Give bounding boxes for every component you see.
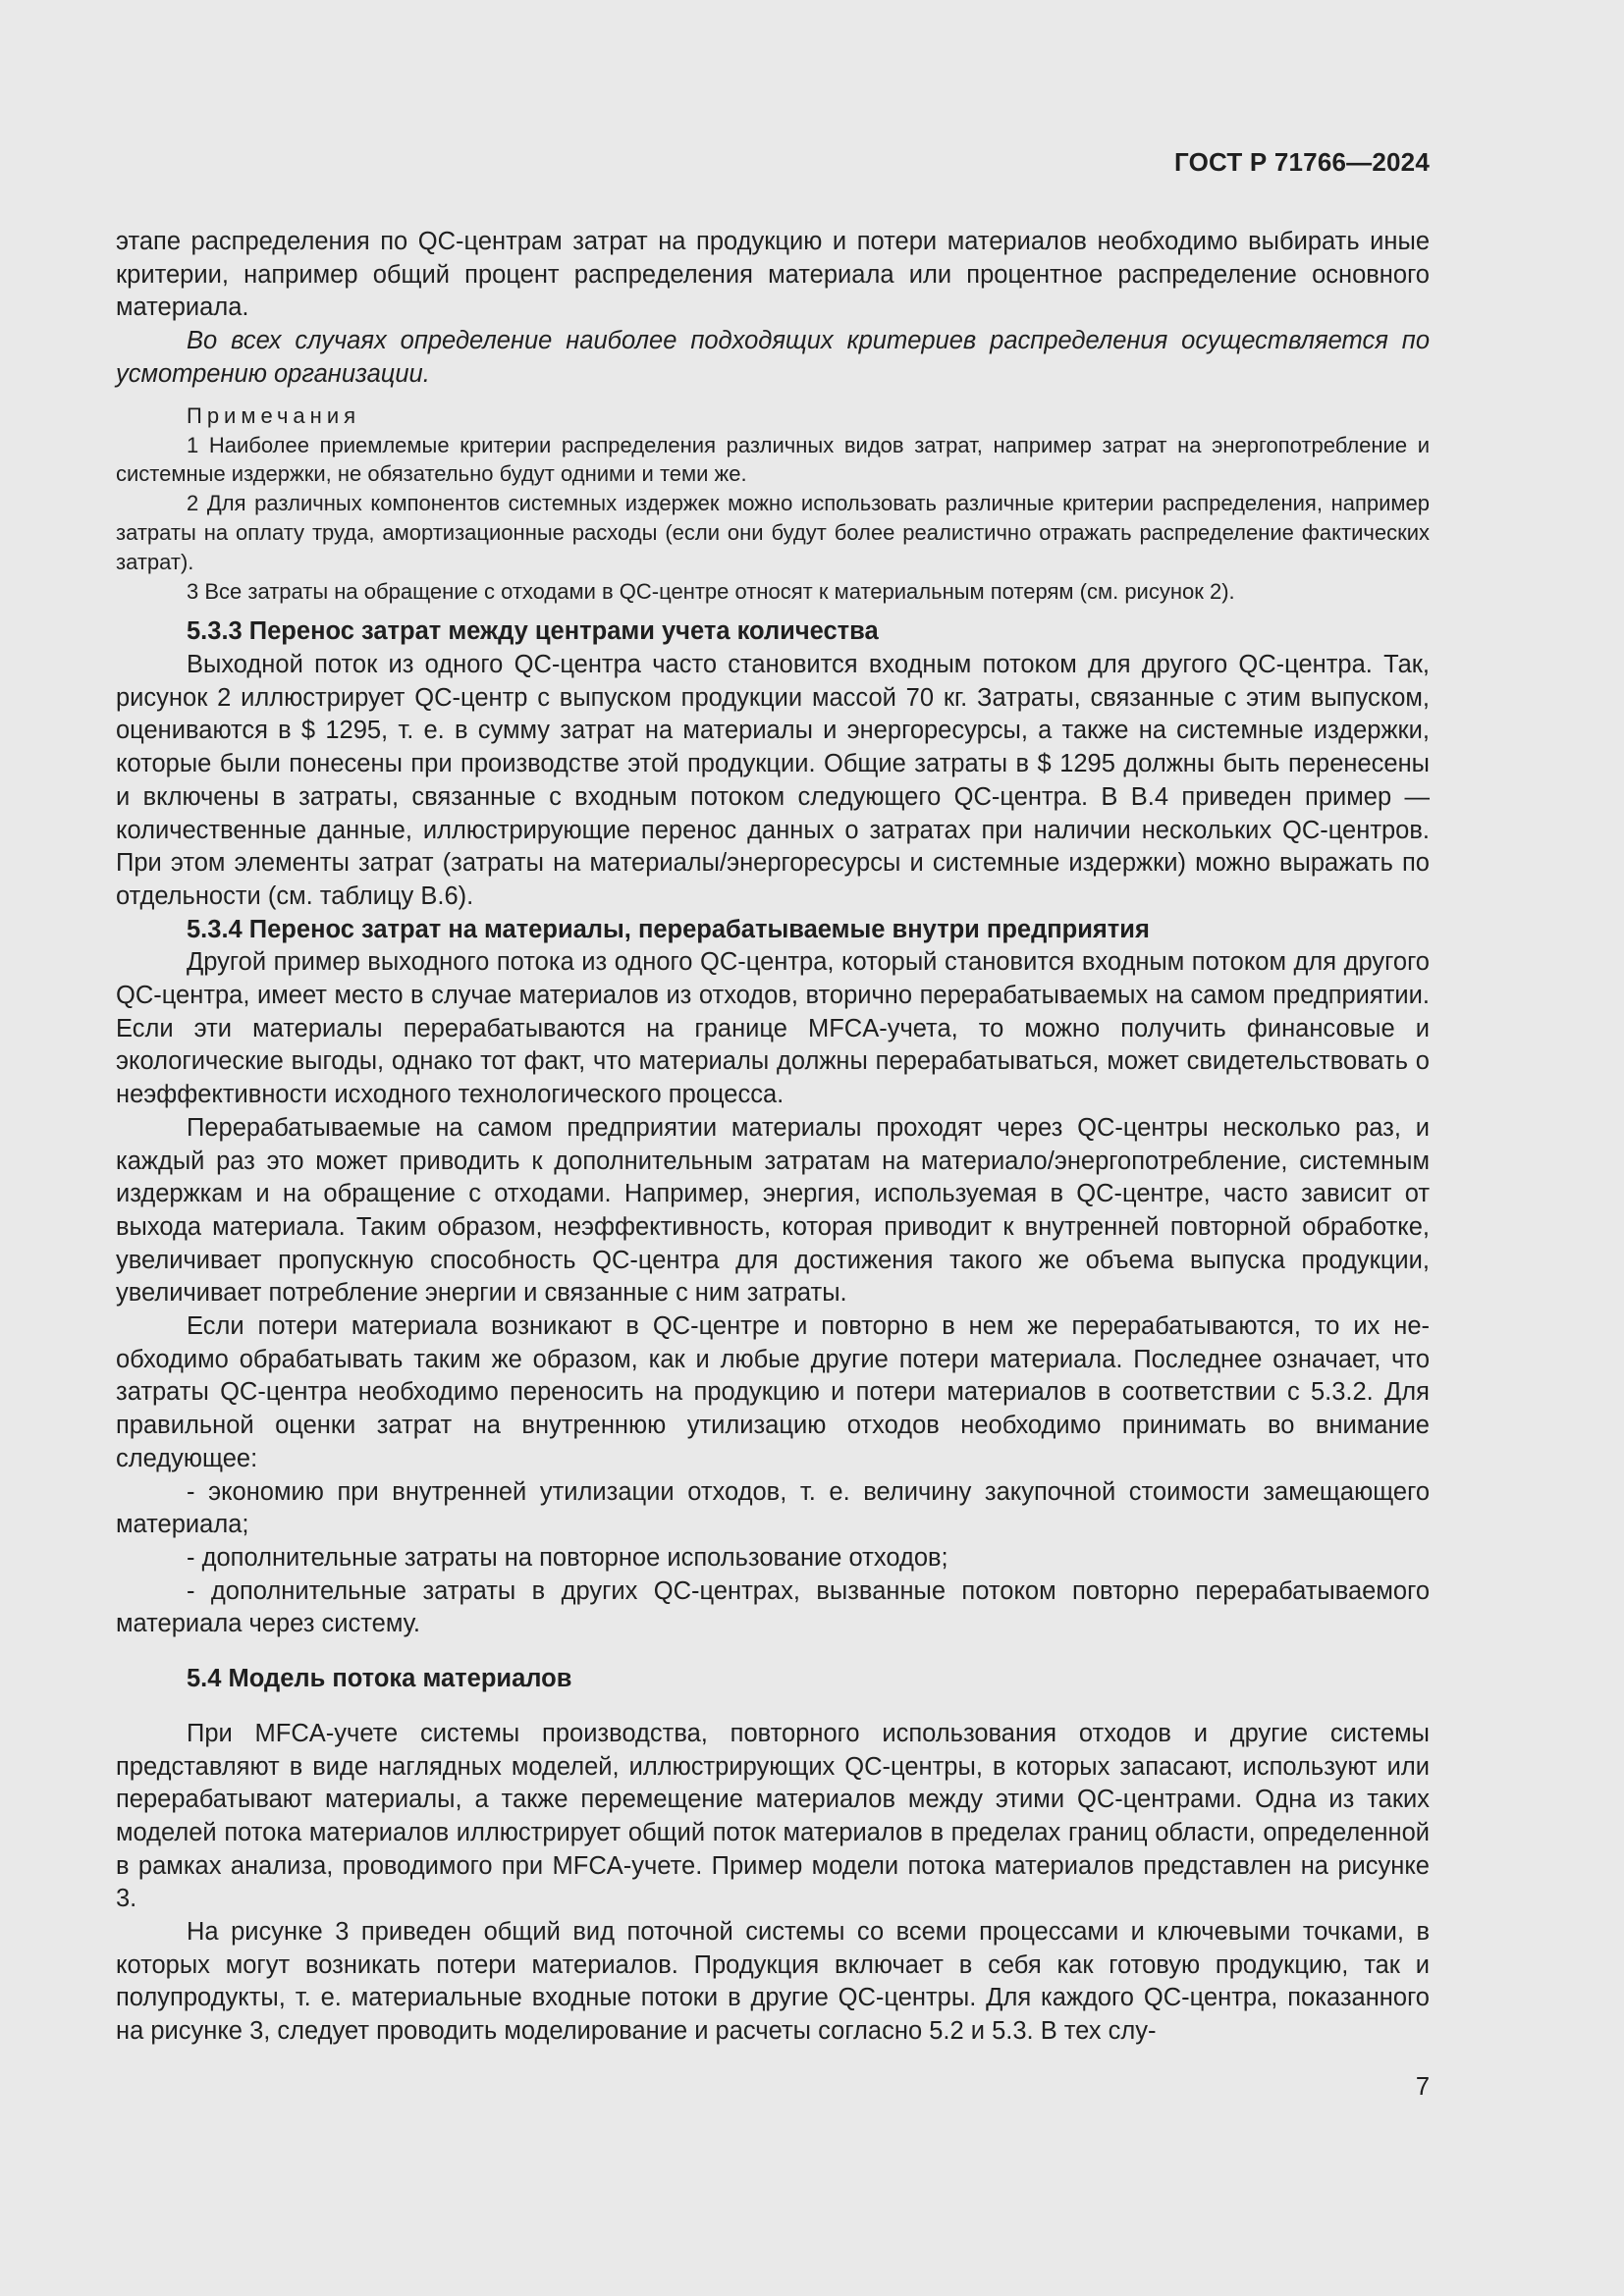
notes-title: Примечания (187, 402, 361, 428)
paragraph-italic: Во всех случаях определение наиболее подходящих критериев распределения осуществляется по усмотрению организации. (116, 327, 1430, 388)
paragraph: Перерабатываемые на самом предприятии материалы проходят через QC-центры несколько раз, и каждый раз это может приводить к дополнительным затратам на материало/энергопотребление, системным издержкам и на обращение с отходами. Например, энергия, используемая в QC-центре, часто зависит от выхода материала. Таким образом, неэффективность, которая приводит к внутренней повторной обработке, увеличивает пропускную способность QC-центра для достижения такого же объема выпуска продукции, увеличивает потребление энергии и связанные с ним затраты. (116, 1113, 1430, 1308)
document-header: ГОСТ Р 71766—2024 (1174, 147, 1430, 177)
section-heading-5-3-3: 5.3.3 Перенос затрат между центрами учета количества (187, 617, 879, 646)
paragraph: этапе распределения по QC-центрам затрат на продукцию и потери материалов необходимо выбирать иные критерии, например общий процент распределения материала или процентное распределение основного материала. (116, 228, 1430, 322)
document-body (116, 226, 1430, 2049)
list-item: - дополнительные затраты в других QC-центрах, вызванные потоком повторно перерабатываемого материала через систему. (116, 1576, 1430, 1638)
paragraph: Выходной поток из одного QC-центра часто становится входным потоком для другого QC-центра. Так, рисунок 2 иллюстрирует QC-центр с выпуском продукции массой 70 кг. Затраты, связанные с этим выпуском, оцениваются в $ 1295, т. е. в сумму затрат на материалы и энергоресурсы, а также на системные издержки, которые были понесены при производстве этой продукции. Общие затраты в $ 1295 должны быть перенесены и включены в затраты, связанные с входным потоком следующего QC-центра. В В.4 приведен пример — количественные данные, иллюстрирующие перенос данных о затратах при наличии нескольких QC-центров. При этом элементы затрат (затраты на материалы/энергоресурсы и системные издержки) можно выражать по отдельности (см. таблицу В.6). (116, 651, 1430, 910)
list-item: - дополнительные затраты на повторное использование отходов; (187, 1543, 948, 1572)
paragraph: Другой пример выходного потока из одного QC-центра, который становится входным потоком для другого QC-центра, имеет место в случае материалов из отходов, вторично перерабатываемых на самом предприятии. Если эти материалы перерабатываются на границе MFCA-учета, то можно получить финансовые и экологические выгоды, однако тот факт, что материалы должны перерабатываться, может свидетельствовать о неэффективности исходного технологического процесса. (116, 948, 1430, 1109)
paragraph: Если потери материала возникают в QC-центре и повторно в нем же перерабатываются, то их необходимо обрабатывать таким же образом, как и любые другие потери материала. Последнее означает, что затраты QC-центра необходимо переносить на продукцию и потери материалов в соответствии с 5.3.2. Для правильной оценки затрат на внутреннюю утилизацию отходов необходимо принимать во внимание следующее: (116, 1312, 1430, 1472)
note-item: 1 Наиболее приемлемые критерии распределения различных видов затрат, например затрат на энергопотребление и системные издержки, не обязательно будут одними и теми же. (116, 432, 1430, 487)
paragraph: На рисунке 3 приведен общий вид поточной системы со всеми процессами и ключевыми точками, в которых могут возникать потери материалов. Продукция включает в себя как готовую продукцию, так и полупродукты, т. е. материальные входные потоки в другие QC-центры. Для каждого QC-центра, показанного на рисунке 3, следует проводить моделирование и расчеты согласно 5.2 и 5.3. В тех слу- (116, 1918, 1430, 2046)
section-heading-5-3-4: 5.3.4 Перенос затрат на материалы, перерабатываемые внутри предприятия (187, 915, 1150, 943)
paragraph: При MFCA-учете системы производства, повторного использования отходов и другие системы представляют в виде наглядных моделей, иллюстрирующих QC-центры, в которых запасают, используют или перерабатывают материалы, а также перемещение материалов между этими QC-центрами. Одна из таких моделей потока материалов иллюстрирует общий поток материалов в пределах границ области, определенной в рамках анализа, проводимого при MFCA-учете. Пример модели потока материалов представлен на рисунке 3. (116, 1719, 1430, 1913)
list-item: - экономию при внутренней утилизации отходов, т. е. величину закупочной стоимости замещающего материала; (116, 1477, 1430, 1539)
section-heading-5-4: 5.4 Модель потока материалов (187, 1665, 572, 1693)
note-item: 2 Для различных компонентов системных издержек можно использовать различные критерии распределения, например затраты на оплату труда, амортизационные расходы (если они будут более реалистично отражать распределение фактических затрат). (116, 491, 1430, 574)
note-item: 3 Все затраты на обращение с отходами в QC-центре относят к материальным потерям (см. рисунок 2). (187, 578, 1235, 604)
page-number: 7 (1415, 2073, 1430, 2101)
document-page (116, 0, 1430, 2296)
